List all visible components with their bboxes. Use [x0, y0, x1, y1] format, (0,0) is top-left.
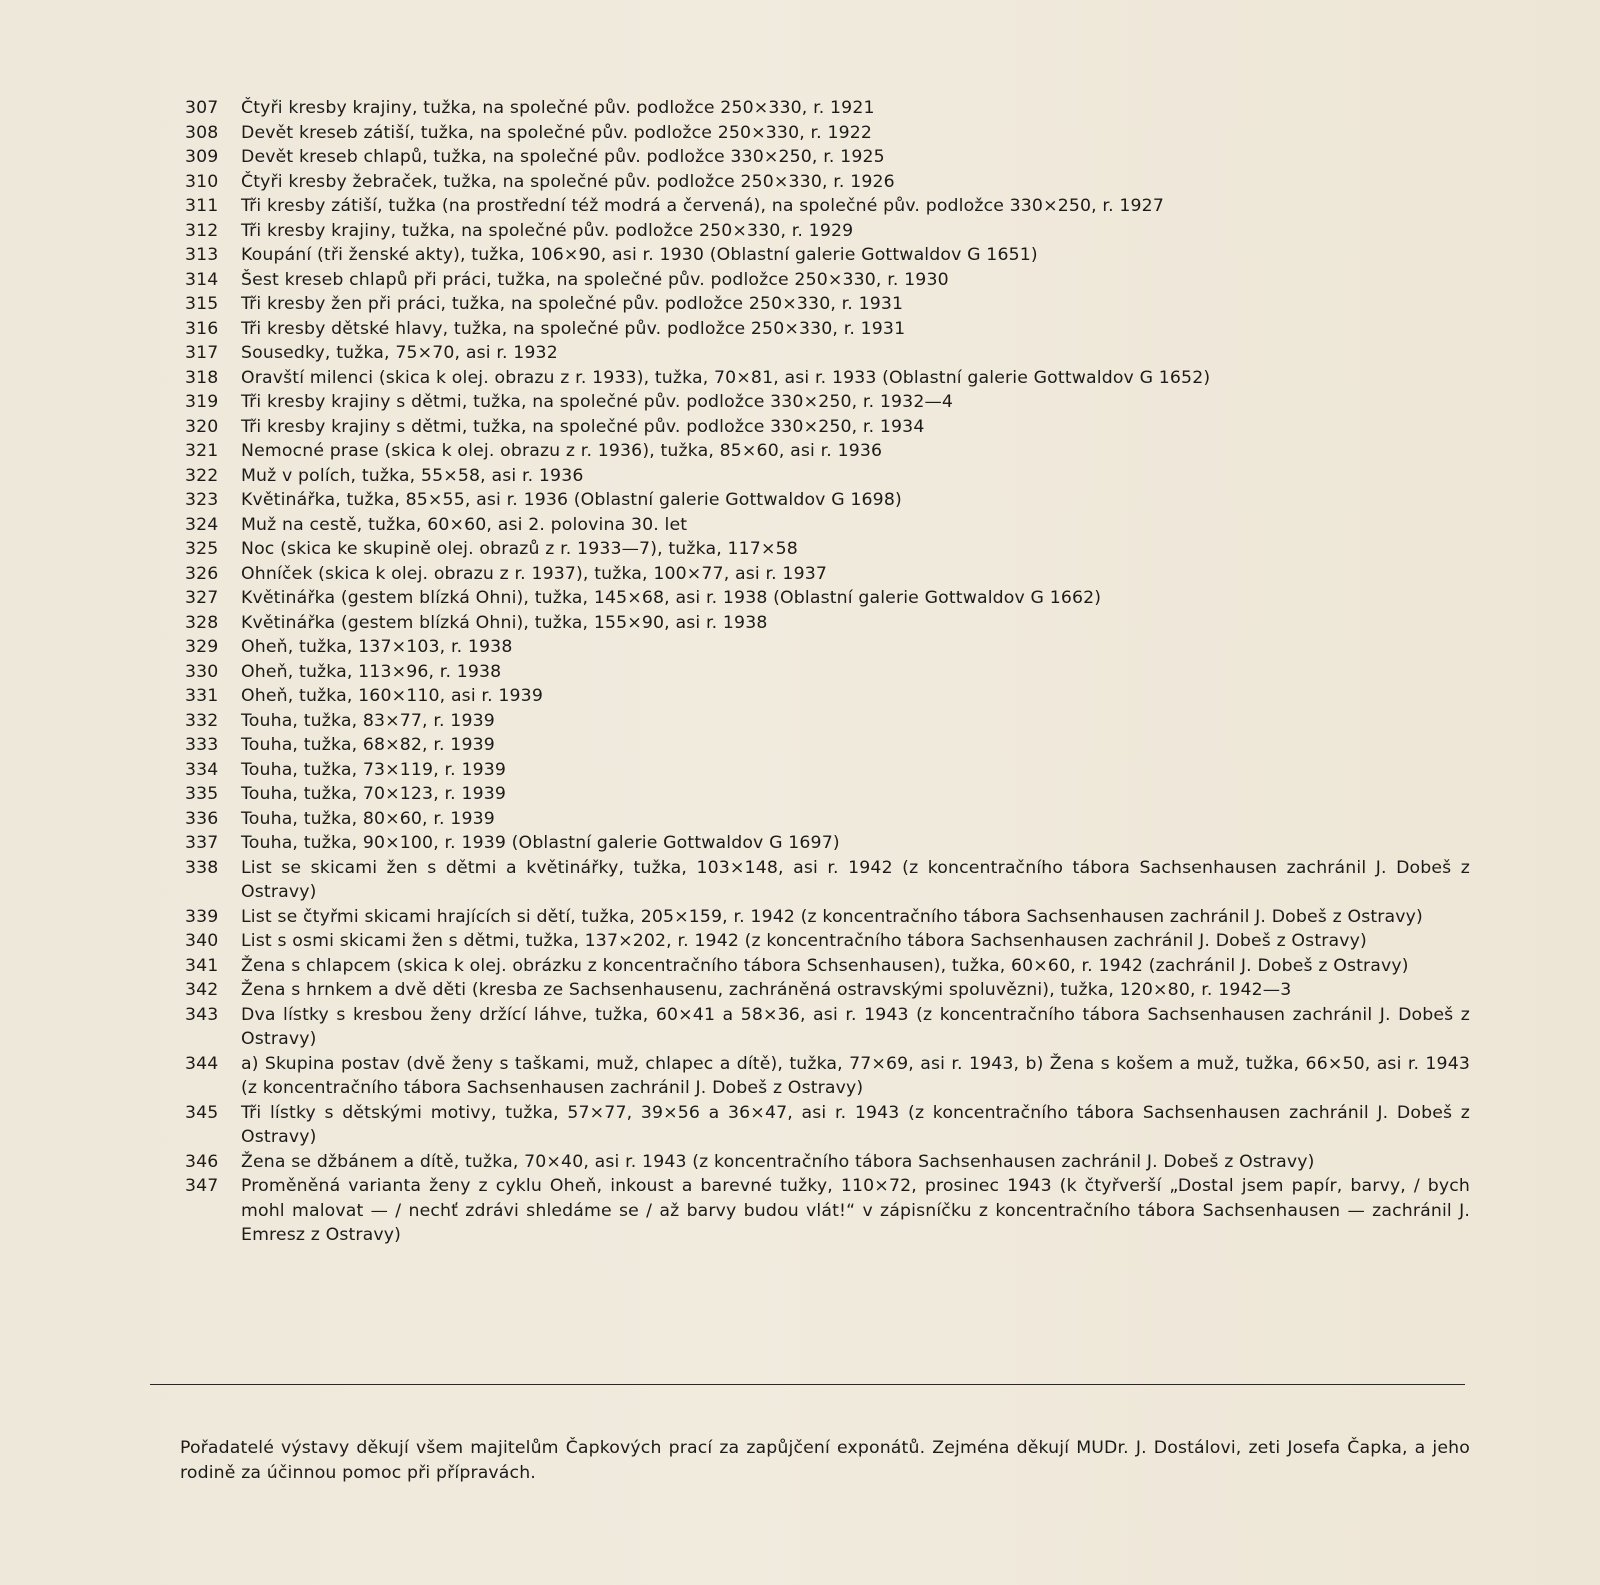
entry-number: 343	[185, 1004, 219, 1025]
catalog-entry	[185, 415, 1470, 440]
entry-description: Touha, tužka, 73×119, r. 1939	[241, 759, 507, 780]
entry-description: Touha, tužka, 80×60, r. 1939	[241, 808, 495, 829]
entry-number: 333	[185, 735, 219, 755]
entry-description: Oheň, tužka, 160×110, asi r. 1939	[241, 686, 543, 706]
entry-description: Oheň, tužka, 113×96, r. 1938	[241, 661, 502, 682]
entry-number: 342	[185, 980, 219, 1000]
entry-number: 334	[185, 759, 219, 780]
catalog-entry	[185, 243, 1470, 268]
entry-number: 337	[185, 833, 219, 853]
entry-number: 322	[185, 465, 219, 486]
entry-description: Nemocné prase (skica k olej. obrazu z r. 1936), tužka, 85×60, asi r. 1936	[241, 441, 883, 461]
entry-description: Devět kreseb zátiší, tužka, na společné pův. podložce 250×330, r. 1922	[241, 122, 873, 143]
entry-number: 325	[185, 539, 219, 559]
entry-description: Dva lístky s kresbou ženy držící láhve, tužka, 60×41 a 58×36, asi r. 1943 (z koncentračního tábora Sachsenhausen zachránil J. Dobeš z Ostravy)	[241, 1004, 1470, 1049]
divider-line	[150, 1384, 1465, 1385]
entry-description: Žena s chlapcem (skica k olej. obrázku z koncentračního tábora Schsenhausen), tužka, 60×60, r. 1942 (zachránil J. Dobeš z Ostravy)	[241, 955, 1409, 976]
entry-number: 320	[185, 416, 219, 437]
entry-number: 307	[185, 98, 219, 118]
catalog-entry	[185, 366, 1470, 391]
catalog-entry	[185, 709, 1470, 734]
entry-number: 314	[185, 269, 219, 290]
entry-number: 327	[185, 588, 219, 608]
catalog-entry	[185, 1101, 1470, 1150]
entry-number: 316	[185, 318, 219, 339]
catalog-entry	[185, 954, 1470, 979]
entry-number: 323	[185, 490, 219, 510]
acknowledgement-text: Pořadatelé výstavy děkují všem majitelům Čapkových prací za zapůjčení exponátů. Zejména děkují MUDr. J. Dostálovi, zeti Josefa Čapka, a jeho rodině za účinnou pomoc při přípravách.	[180, 1438, 1470, 1483]
entry-number: 328	[185, 612, 219, 633]
entry-number: 347	[185, 1176, 219, 1196]
entry-description: Tři lístky s dětskými motivy, tužka, 57×77, 39×56 a 36×47, asi r. 1943 (z koncentračního tábora Sachsenhausen zachránil J. Dobeš z Ostravy)	[241, 1102, 1470, 1147]
entry-description: Tři kresby krajiny, tužka, na společné pův. podložce 250×330, r. 1929	[241, 220, 854, 241]
entry-description: Květinářka, tužka, 85×55, asi r. 1936 (Oblastní galerie Gottwaldov G 1698)	[241, 490, 902, 510]
catalog-entry	[185, 292, 1470, 317]
catalog-entry	[185, 513, 1470, 538]
entry-number: 324	[185, 514, 219, 535]
catalog-entry	[185, 1174, 1470, 1248]
catalog-entry	[185, 782, 1470, 807]
entry-description: Devět kreseb chlapů, tužka, na společné pův. podložce 330×250, r. 1925	[241, 147, 885, 167]
catalog-entry	[185, 96, 1470, 121]
entry-description: List se skicami žen s dětmi a květinářky, tužka, 103×148, asi r. 1942 (z koncentračního tábora Sachsenhausen zachránil J. Dobeš z Ostravy)	[241, 857, 1470, 902]
catalog-entry	[185, 831, 1470, 856]
entry-description: Muž na cestě, tužka, 60×60, asi 2. polovina 30. let	[241, 514, 688, 535]
entry-description: Touha, tužka, 70×123, r. 1939	[241, 784, 507, 804]
catalog-entry	[185, 1003, 1470, 1052]
entry-number: 308	[185, 122, 219, 143]
entry-description: Tři kresby krajiny s dětmi, tužka, na společné pův. podložce 330×250, r. 1932—4	[241, 392, 954, 412]
catalog-list	[185, 96, 1470, 1248]
entry-description: Čtyři kresby krajiny, tužka, na společné pův. podložce 250×330, r. 1921	[241, 98, 875, 118]
catalog-entry	[185, 170, 1470, 195]
catalog-entry	[185, 537, 1470, 562]
entry-number: 335	[185, 784, 219, 804]
catalog-entry	[185, 1052, 1470, 1101]
entry-description: Tři kresby zátiší, tužka (na prostřední též modrá a červená), na společné pův. podložce 330×250, r. 1927	[241, 196, 1164, 216]
entry-description: Šest kreseb chlapů při práci, tužka, na společné pův. podložce 250×330, r. 1930	[241, 269, 949, 290]
entry-number: 313	[185, 245, 219, 265]
entry-description: Noc (skica ke skupině olej. obrazů z r. 1933—7), tužka, 117×58	[241, 539, 798, 559]
entry-number: 317	[185, 343, 219, 363]
entry-number: 341	[185, 955, 219, 976]
entry-description: Květinářka (gestem blízká Ohni), tužka, 155×90, asi r. 1938	[241, 612, 768, 633]
catalog-entry	[185, 807, 1470, 832]
entry-description: a) Skupina postav (dvě ženy s taškami, muž, chlapec a dítě), tužka, 77×69, asi r. 1943, b) Žena s košem a muž, tužka, 66×50, asi r. 1943 (z koncentračního tábora Sachsenhausen zachránil J. Dobeš z Ostravy)	[241, 1053, 1470, 1098]
entry-number: 321	[185, 441, 219, 461]
catalog-entry	[185, 1150, 1470, 1175]
entry-number: 344	[185, 1053, 219, 1074]
entry-number: 329	[185, 637, 219, 657]
catalog-entry	[185, 464, 1470, 489]
catalog-entry	[185, 905, 1470, 930]
entry-description: Ohníček (skica k olej. obrazu z r. 1937), tužka, 100×77, asi r. 1937	[241, 563, 827, 584]
catalog-entry	[185, 317, 1470, 342]
catalog-entry	[185, 121, 1470, 146]
entry-number: 318	[185, 367, 219, 388]
catalog-entry	[185, 978, 1470, 1003]
entry-number: 312	[185, 220, 219, 241]
entry-description: Květinářka (gestem blízká Ohni), tužka, 145×68, asi r. 1938 (Oblastní galerie Gottwaldov G 1662)	[241, 588, 1102, 608]
entry-number: 332	[185, 710, 219, 731]
catalog-entry	[185, 611, 1470, 636]
entry-number: 345	[185, 1102, 219, 1123]
catalog-entry	[185, 733, 1470, 758]
catalog-entry	[185, 586, 1470, 611]
catalog-entry	[185, 684, 1470, 709]
entry-number: 346	[185, 1151, 219, 1172]
entry-description: List se čtyřmi skicami hrajících si dětí, tužka, 205×159, r. 1942 (z koncentračního tábora Sachsenhausen zachránil J. Dobeš z Ostravy)	[241, 906, 1423, 927]
entry-number: 338	[185, 857, 219, 878]
entry-description: Touha, tužka, 90×100, r. 1939 (Oblastní galerie Gottwaldov G 1697)	[241, 833, 840, 853]
entry-number: 319	[185, 392, 219, 412]
entry-description: Oravští milenci (skica k olej. obrazu z r. 1933), tužka, 70×81, asi r. 1933 (Oblastní galerie Gottwaldov G 1652)	[241, 367, 1211, 388]
catalog-entry	[185, 268, 1470, 293]
entry-description: Žena se džbánem a dítě, tužka, 70×40, asi r. 1943 (z koncentračního tábora Sachsenhausen zachránil J. Dobeš z Ostravy)	[241, 1151, 1315, 1172]
entry-number: 309	[185, 147, 219, 167]
entry-description: Touha, tužka, 68×82, r. 1939	[241, 735, 495, 755]
entry-description: Oheň, tužka, 137×103, r. 1938	[241, 637, 513, 657]
catalog-entry	[185, 194, 1470, 219]
entry-description: Tři kresby žen při práci, tužka, na společné pův. podložce 250×330, r. 1931	[241, 294, 904, 314]
catalog-entry	[185, 660, 1470, 685]
entry-number: 310	[185, 171, 219, 192]
catalog-entry	[185, 635, 1470, 660]
entry-number: 336	[185, 808, 219, 829]
entry-description: Muž v polích, tužka, 55×58, asi r. 1936	[241, 465, 584, 486]
catalog-entry	[185, 341, 1470, 366]
entry-description: Tři kresby dětské hlavy, tužka, na společné pův. podložce 250×330, r. 1931	[241, 318, 906, 339]
catalog-entry	[185, 488, 1470, 513]
entry-description: Čtyři kresby žebraček, tužka, na společné pův. podložce 250×330, r. 1926	[241, 171, 895, 192]
catalog-entry	[185, 390, 1470, 415]
entry-description: Tři kresby krajiny s dětmi, tužka, na společné pův. podložce 330×250, r. 1934	[241, 416, 925, 437]
catalog-entry	[185, 929, 1470, 954]
entry-number: 339	[185, 906, 219, 927]
catalog-entry	[185, 439, 1470, 464]
entry-number: 331	[185, 686, 219, 706]
entry-number: 340	[185, 931, 219, 951]
entry-description: Proměněná varianta ženy z cyklu Oheň, inkoust a barevné tužky, 110×72, prosinec 1943 (k čtyřverší „Dostal jsem papír, barvy, / bych mohl malovat — / nechť zdrávi shledáme se / až barvy budou vlát!“ v zápisníčku z koncentračního tábora Sachsenhausen — zachránil J. Emresz z Ostravy)	[241, 1176, 1470, 1245]
entry-description: Sousedky, tužka, 75×70, asi r. 1932	[241, 343, 558, 363]
entry-description: List s osmi skicami žen s dětmi, tužka, 137×202, r. 1942 (z koncentračního tábora Sachsenhausen zachránil J. Dobeš z Ostravy)	[241, 931, 1367, 951]
catalog-entry	[185, 562, 1470, 587]
catalog-entry	[185, 856, 1470, 905]
entry-description: Touha, tužka, 83×77, r. 1939	[241, 710, 495, 731]
entry-description: Koupání (tři ženské akty), tužka, 106×90, asi r. 1930 (Oblastní galerie Gottwaldov G 1651)	[241, 245, 1038, 265]
entry-description: Žena s hrnkem a dvě děti (kresba ze Sachsenhausenu, zachráněná ostravskými spoluvězni), tužka, 120×80, r. 1942—3	[241, 980, 1292, 1000]
catalog-entry	[185, 145, 1470, 170]
catalog-entry	[185, 758, 1470, 783]
catalog-entry	[185, 219, 1470, 244]
entry-number: 326	[185, 563, 219, 584]
entry-number: 315	[185, 294, 219, 314]
entry-number: 330	[185, 661, 219, 682]
entry-number: 311	[185, 196, 219, 216]
